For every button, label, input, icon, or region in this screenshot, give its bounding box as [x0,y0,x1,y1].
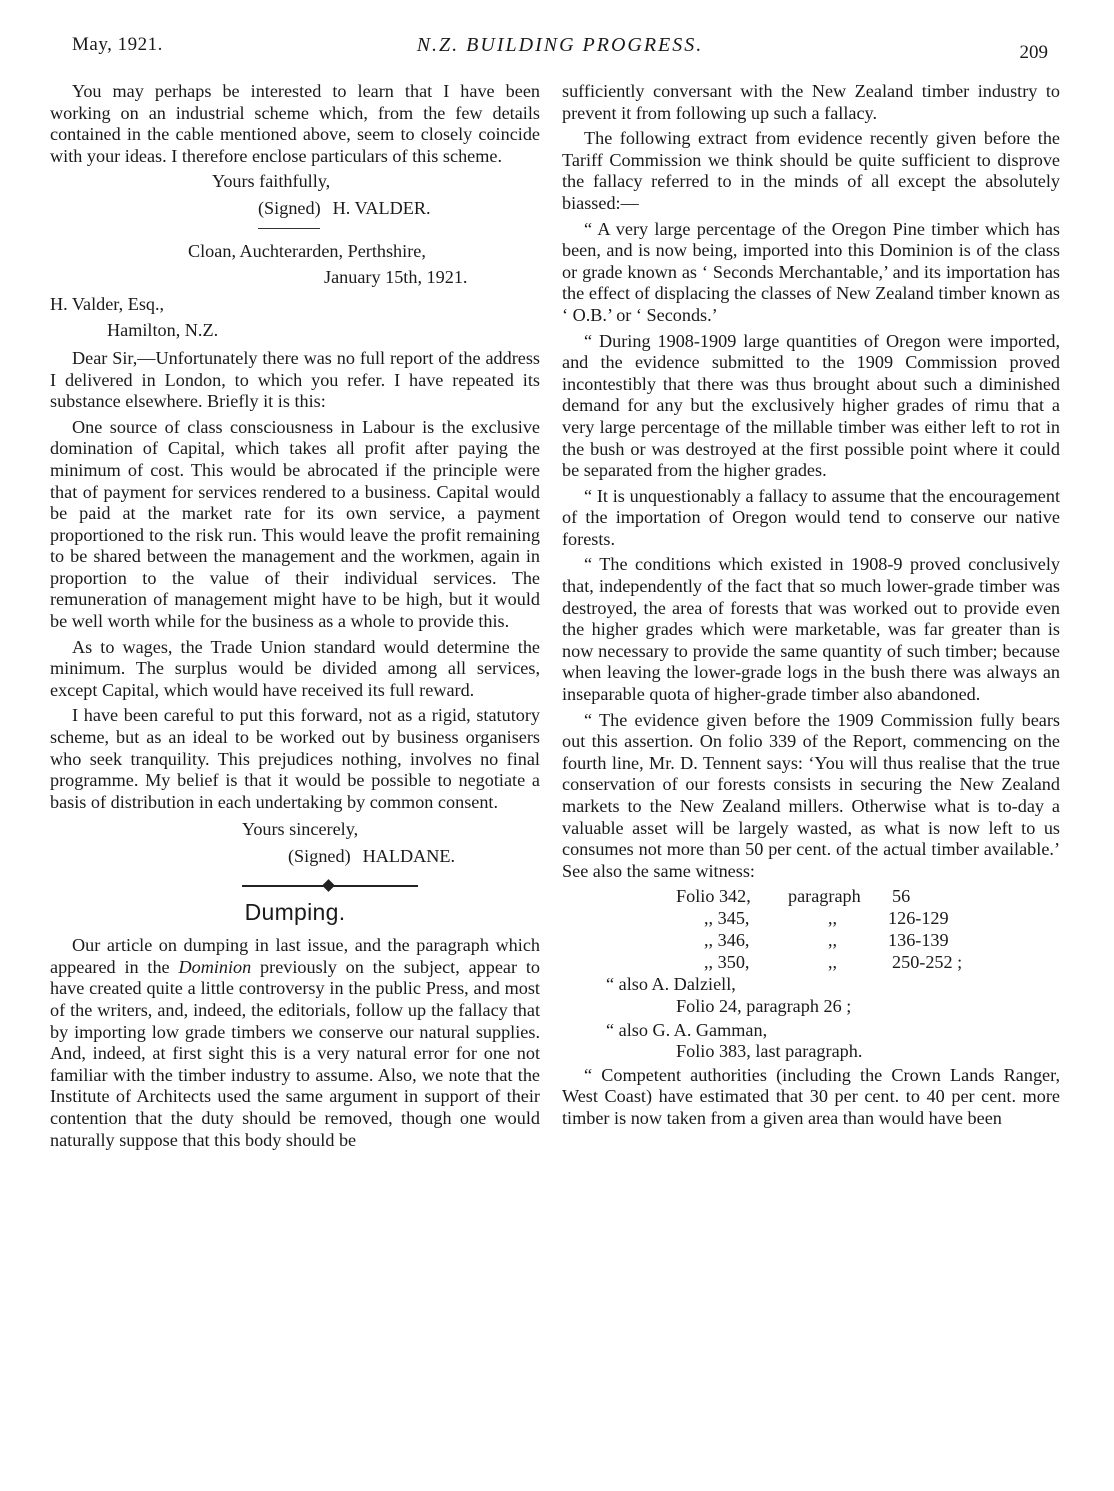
right-column [562,81,1060,1134]
folio-row: ,, 350, ,, 250-252 ; [704,952,963,973]
folio-row: ,, 345, ,, 126-129 [704,908,949,929]
quote-paragraph: “ During 1908-1909 large quantities of Oregon were imported, and the evidence submitted to the 1909 Commission proved incontestibly that there was thus brought about such a diminished demand for any but the exclusively higher grades of rimu that a very large percentage of the millable timber was either left to rot in the bush or was destroyed at the first possible point where it could be separated from the higher grades. [562,330,1060,481]
signer-name: HALDANE. [362,846,456,866]
quote-paragraph: “ It is unquestionably a fallacy to assume that the encouragement of the importation of Oregon would tend to conserve our native forests. [562,485,1060,549]
signer-name: H. VALDER. [332,197,431,218]
letter-address: Cloan, Auchterarden, Perthshire, [188,240,426,261]
signed-label: (Signed) [258,197,321,218]
closing-sincerely: Yours sincerely, [242,819,359,840]
signature-valder [50,198,540,220]
divider-rule [258,228,320,229]
letter-intro-paragraph: You may perhaps be interested to learn that I have been working on an industrial scheme which, from the few details contained in the cable mentioned above, seem to closely coincide with your ideas. I therefore enclose particulars of this scheme. [50,81,540,166]
also-reference: “ also A. Dalziell, [606,974,736,995]
newspaper-name: Dominion [178,956,252,977]
left-column [50,81,540,1155]
also-folio: Folio 24, paragraph 26 ; [676,995,852,1016]
folio-row: ,, 346, ,, 136-139 [704,930,949,951]
article-paragraph: The following extract from evidence recently given before the Tariff Commission we think should be quite sufficient to disprove the fallacy referred to in the minds of all except the absolutely biassed:— [562,128,1060,213]
recipient-name: H. Valder, Esq., [50,293,165,314]
quote-paragraph: “ Competent authorities (including the Crown Lands Ranger, West Coast) have estimated that 30 per cent. to 40 per cent. more timber is now taken from a given area than would have been [562,1064,1060,1128]
also-folio: Folio 383, last paragraph. [676,1041,863,1062]
continued-paragraph: sufficiently conversant with the New Zealand timber industry to prevent it from following up such a fallacy. [562,81,1060,123]
running-header [72,34,1048,64]
quote-paragraph: “ The evidence given before the 1909 Commission fully bears out this assertion. On folio 339 of the Report, commencing on the fourth line, Mr. D. Tennent says: ‘You will thus realise that the true conservation of our forests consists in securing the New Zealand markets to the New Zealand millers. Otherwise what is to-day a valuable asset will be largely wasted, as what is now left to us consumes not more than 50 per cent. of the actual timber available.’ See also the same witness: [562,709,1060,881]
letter-paragraph: One source of class consciousness in Labour is the exclusive domination of Capital, which takes all profit after paying the minimum of cost. This would be abrocated if the principle were that of payment for services rendered to a business. Capital would be paid at the market rate for its own service, a payment proportioned to the risk run. This would leave the profit remaining to be shared between the management and the workmen, again in proportion to the value of their individual services. The remuneration of management might have to be high, but it would be well worth while for the business as a whole to provide this. [50,416,540,632]
page-number: 209 [1019,42,1048,63]
recipient-location: Hamilton, N.Z. [107,320,219,341]
letter-paragraph: I have been careful to put this forward, not as a rigid, statutory scheme, but as an ideal to be worked out by business organisers who seek tranquility. This prejudices nothing, involves no final programme. My belief is that it would be possible to negotiate a basis of distribution in each undertaking by common consent. [50,705,540,812]
quote-paragraph: “ A very large percentage of the Oregon Pine timber which has been, and is now being, imported into this Dominion is of the class or grade known as ‘ Seconds Merchantable,’ and its importation has the effect of displacing the classes of New Zealand timber known as ‘ O.B.’ or ‘ Seconds.’ [562,218,1060,325]
letter-paragraph: Dear Sir,—Unfortunately there was no full report of the address I delivered in London, to which you refer. I have repeated its substance elsewhere. Briefly it is this: [50,347,540,412]
evidence-quotation [562,219,1060,883]
closing-faithfully: Yours faithfully, [212,171,331,192]
signature-haldane [50,846,540,868]
section-ornament-divider [242,880,418,892]
dumping-paragraph: Our article on dumping in last issue, and the paragraph which appeared in the Dominion previously on the subject, appear to have created quite a little controversy in the public Press, and most of the writers, and, indeed, the editorials, follow up the fallacy that by importing low grade timbers we conserve our natural supplies. And, indeed, at first sight this is a very natural error for one not familiar with the timber industry to assume. Also, we note that the Institute of Architects used the same argument in support of their contention that the duty should be removed, though one would naturally suppose that this body should be [50,935,541,1150]
letter-paragraph: As to wages, the Trade Union standard would determine the minimum. The surplus would be divided among all services, except Capital, which would have received its full reward. [50,636,540,700]
also-reference: “ also G. A. Gamman, [606,1019,768,1040]
folio-reference-list [562,886,1060,974]
section-heading-dumping: Dumping. [244,898,346,925]
publication-title: N.Z. BUILDING PROGRESS. [416,34,704,56]
letter-date: January 15th, 1921. [324,267,468,288]
issue-date: May, 1921. [72,34,163,55]
signed-label: (Signed) [288,846,351,866]
quote-paragraph: “ The conditions which existed in 1908-9 proved conclusively that, independently of the fact that so much lower-grade timber was destroyed, the area of forests that was worked out to provide even the higher grades which were marketable, was far greater than is now necessary to provide the same quantity of such timber; because when leaving the lower-grade logs in the bush there was always an inseparable quota of higher-grade timber also abandoned. [562,554,1060,705]
folio-row: Folio 342, paragraph 56 [676,886,911,907]
